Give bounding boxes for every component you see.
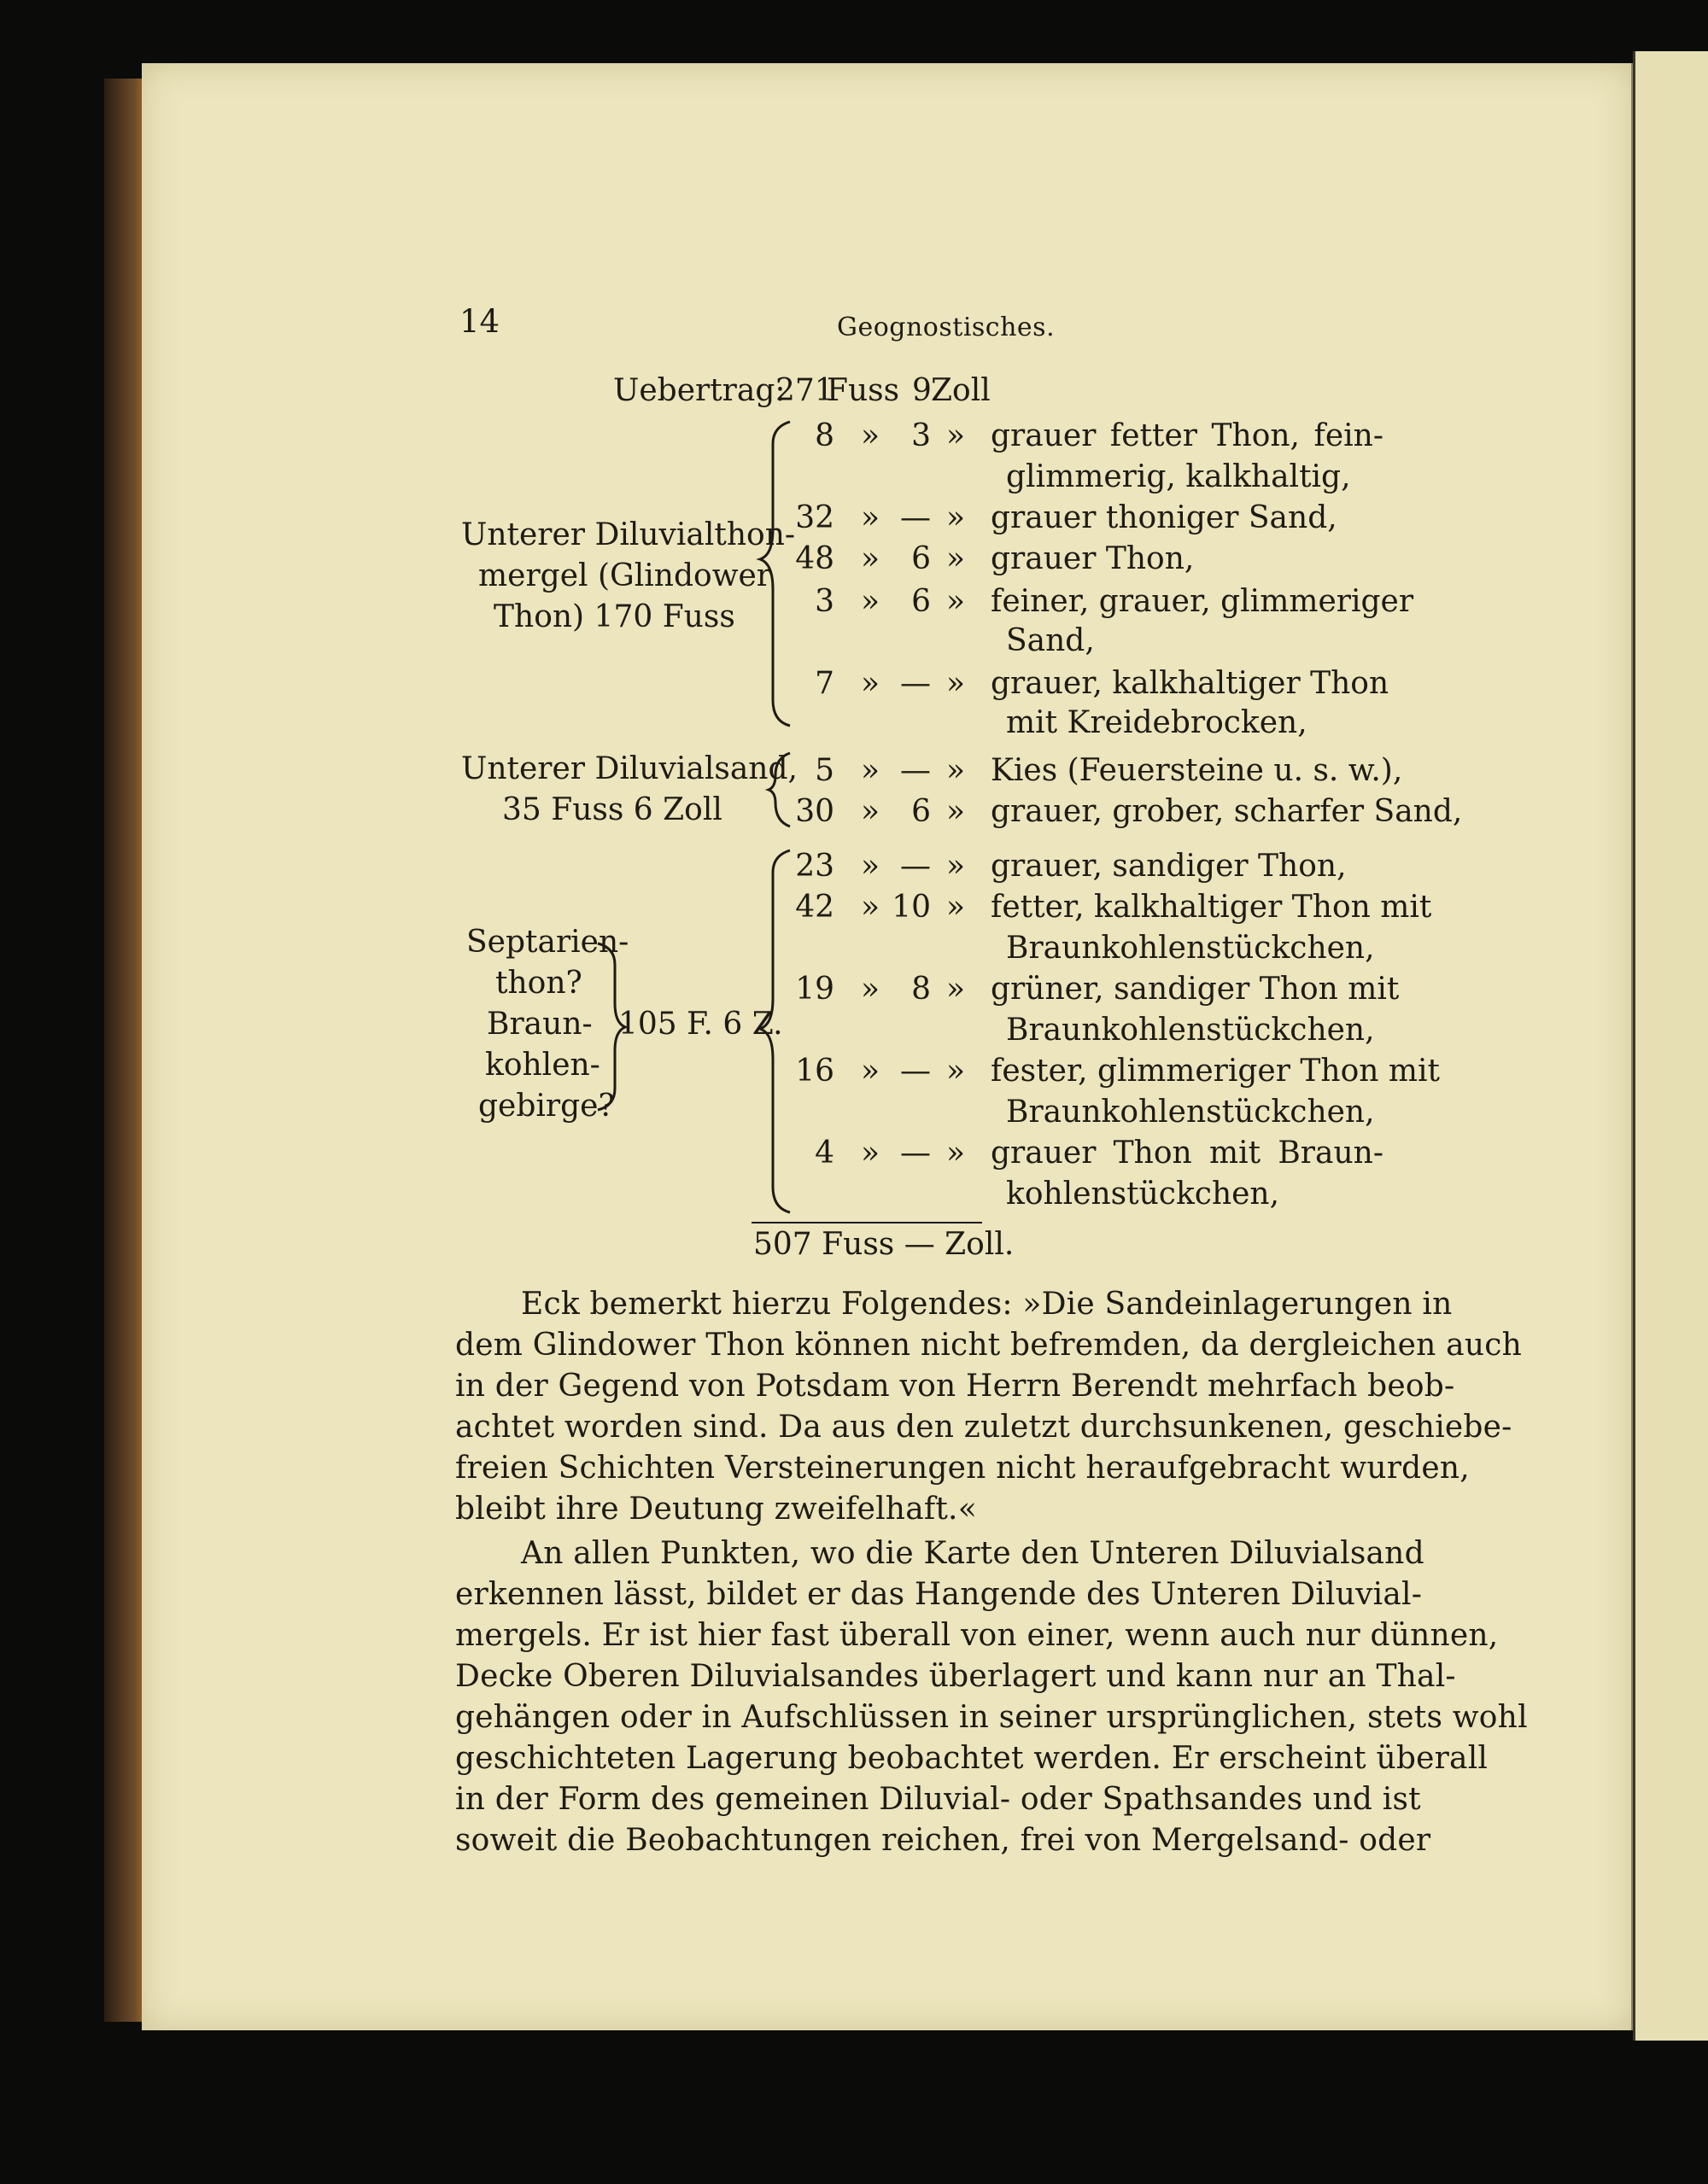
row-inches: — bbox=[900, 753, 931, 788]
carryover-inches: 9 bbox=[912, 373, 932, 408]
row-inches: — bbox=[900, 1136, 931, 1171]
ditto-mark: » bbox=[861, 1054, 880, 1089]
row-feet: 4 bbox=[815, 1136, 834, 1171]
row-desc-cont: mit Kreidebrocken, bbox=[1006, 705, 1307, 740]
ditto-mark: » bbox=[946, 666, 966, 701]
group3-total: 105 F. 6 Z. bbox=[618, 1007, 783, 1042]
row-feet: 5 bbox=[815, 753, 834, 788]
ditto-mark: » bbox=[861, 849, 880, 884]
ditto-mark: » bbox=[946, 1136, 966, 1171]
paragraph-line: Decke Oberen Diluvialsandes überlagert und kann nur an Thal- bbox=[455, 1659, 1456, 1694]
ditto-mark: » bbox=[861, 794, 880, 829]
ditto-mark: » bbox=[946, 500, 966, 535]
group3-sublabel-line: gebirge? bbox=[478, 1089, 615, 1124]
paragraph-line: bleibt ihre Deutung zweifelhaft.« bbox=[455, 1492, 977, 1527]
paragraph-line: achtet worden sind. Da aus den zuletzt durchsunkenen, geschiebe- bbox=[455, 1410, 1512, 1445]
brace-sub3 bbox=[598, 943, 625, 1110]
row-feet: 48 bbox=[795, 541, 834, 576]
row-feet: 16 bbox=[795, 1054, 834, 1089]
ditto-mark: » bbox=[946, 1054, 966, 1089]
row-desc: fetter, kalkhaltiger Thon mit bbox=[991, 890, 1432, 925]
carryover-label: Uebertrag: bbox=[613, 373, 786, 408]
paragraph-line: dem Glindower Thon können nicht befremden, da dergleichen auch bbox=[455, 1328, 1522, 1363]
ditto-mark: » bbox=[861, 418, 880, 453]
row-desc: grauer, kalkhaltiger Thon bbox=[991, 666, 1389, 701]
paragraph-line: soweit die Beobachtungen reichen, frei von Mergelsand- oder bbox=[455, 1823, 1431, 1858]
running-title: Geognostisches. bbox=[837, 312, 1056, 342]
row-feet: 3 bbox=[815, 584, 834, 619]
row-desc: grüner, sandiger Thon mit bbox=[991, 972, 1400, 1007]
row-desc-cont: Sand, bbox=[1006, 623, 1095, 658]
group3-sublabel-line: kohlen- bbox=[485, 1048, 600, 1083]
group1-label-line: mergel (Glindower bbox=[478, 558, 772, 593]
paragraph-line: freien Schichten Versteinerungen nicht heraufgebracht wurden, bbox=[455, 1451, 1470, 1486]
ditto-mark: » bbox=[946, 541, 966, 576]
ditto-mark: » bbox=[861, 541, 880, 576]
row-desc: grauer, sandiger Thon, bbox=[991, 849, 1347, 884]
group1-label-line: Unterer Diluvialthon- bbox=[461, 517, 796, 552]
group2-label-line: 35 Fuss 6 Zoll bbox=[502, 792, 722, 827]
row-inches: 6 bbox=[911, 794, 931, 829]
carryover-inches-unit: Zoll bbox=[931, 373, 991, 408]
ditto-mark: » bbox=[946, 584, 966, 619]
row-inches: 10 bbox=[892, 890, 931, 925]
row-desc: grauer Thon, bbox=[991, 541, 1195, 576]
ditto-mark: » bbox=[861, 666, 880, 701]
paragraph-line: in der Gegend von Potsdam von Herrn Berendt mehrfach beob- bbox=[455, 1369, 1455, 1404]
paragraph-line: erkennen lässt, bildet er das Hangende des Unteren Diluvial- bbox=[455, 1577, 1423, 1612]
table-total: 507 Fuss — Zoll. bbox=[753, 1227, 1015, 1262]
row-desc: grauer, grober, scharfer Sand, bbox=[991, 794, 1463, 829]
group3-sublabel-line: Braun- bbox=[487, 1007, 593, 1042]
row-feet: 8 bbox=[815, 418, 834, 453]
row-desc: feiner, grauer, glimmeriger bbox=[991, 584, 1414, 619]
row-inches: — bbox=[900, 1054, 931, 1089]
group2-label-line: Unterer Diluvialsand, bbox=[461, 751, 798, 786]
row-inches: 6 bbox=[911, 541, 931, 576]
row-desc-cont: Braunkohlenstückchen, bbox=[1006, 931, 1375, 966]
paragraph-line: Eck bemerkt hierzu Folgendes: »Die Sandeinlagerungen in bbox=[521, 1287, 1453, 1322]
ditto-mark: » bbox=[861, 972, 880, 1007]
row-inches: 3 bbox=[911, 418, 931, 453]
ditto-mark: » bbox=[946, 849, 966, 884]
row-desc: grauer Thon mit Braun- bbox=[991, 1136, 1383, 1171]
paragraph-line: gehängen oder in Aufschlüssen in seiner ursprünglichen, stets wohl bbox=[455, 1700, 1528, 1735]
row-feet: 23 bbox=[795, 849, 834, 884]
group3-sublabel-line: Septarien- bbox=[466, 925, 629, 960]
paragraph-line: mergels. Er ist hier fast überall von einer, wenn auch nur dünnen, bbox=[455, 1618, 1499, 1653]
ditto-mark: » bbox=[861, 1136, 880, 1171]
row-inches: — bbox=[900, 500, 931, 535]
ditto-mark: » bbox=[946, 418, 966, 453]
ditto-mark: » bbox=[861, 584, 880, 619]
carryover-feet-unit: Fuss bbox=[827, 373, 900, 408]
paragraph-line: in der Form des gemeinen Diluvial- oder Spathsandes und ist bbox=[455, 1782, 1421, 1817]
row-feet: 30 bbox=[795, 794, 834, 829]
carryover-feet: 271 bbox=[775, 373, 834, 408]
row-desc: fester, glimmeriger Thon mit bbox=[991, 1054, 1441, 1089]
ditto-mark: » bbox=[946, 972, 966, 1007]
group3-sublabel-line: thon? bbox=[495, 966, 582, 1001]
row-desc: grauer fetter Thon, fein- bbox=[991, 418, 1383, 453]
ditto-mark: » bbox=[946, 890, 966, 925]
row-inches: 8 bbox=[911, 972, 931, 1007]
ditto-mark: » bbox=[861, 753, 880, 788]
row-desc-cont: kohlenstückchen, bbox=[1006, 1177, 1280, 1212]
paragraph-line: An allen Punkten, wo die Karte den Unteren Diluvialsand bbox=[521, 1536, 1424, 1571]
row-inches: — bbox=[900, 666, 931, 701]
row-desc-cont: Braunkohlenstückchen, bbox=[1006, 1095, 1375, 1130]
row-feet: 42 bbox=[795, 890, 834, 925]
row-desc: Kies (Feuersteine u. s. w.), bbox=[991, 753, 1403, 788]
paragraph-line: geschichteten Lagerung beobachtet werden. Er erscheint überall bbox=[455, 1741, 1489, 1776]
row-inches: 6 bbox=[911, 584, 931, 619]
row-desc-cont: Braunkohlenstückchen, bbox=[1006, 1013, 1375, 1048]
row-inches: — bbox=[900, 849, 931, 884]
group1-label-line: Thon) 170 Fuss bbox=[494, 599, 735, 634]
row-feet: 32 bbox=[795, 500, 834, 535]
page-number: 14 bbox=[459, 303, 500, 340]
row-desc: grauer thoniger Sand, bbox=[991, 500, 1337, 535]
ditto-mark: » bbox=[946, 794, 966, 829]
ditto-mark: » bbox=[946, 753, 966, 788]
row-feet: 7 bbox=[815, 666, 834, 701]
row-desc-cont: glimmerig, kalkhaltig, bbox=[1006, 459, 1351, 494]
row-feet: 19 bbox=[795, 972, 834, 1007]
ditto-mark: » bbox=[861, 500, 880, 535]
ditto-mark: » bbox=[861, 890, 880, 925]
